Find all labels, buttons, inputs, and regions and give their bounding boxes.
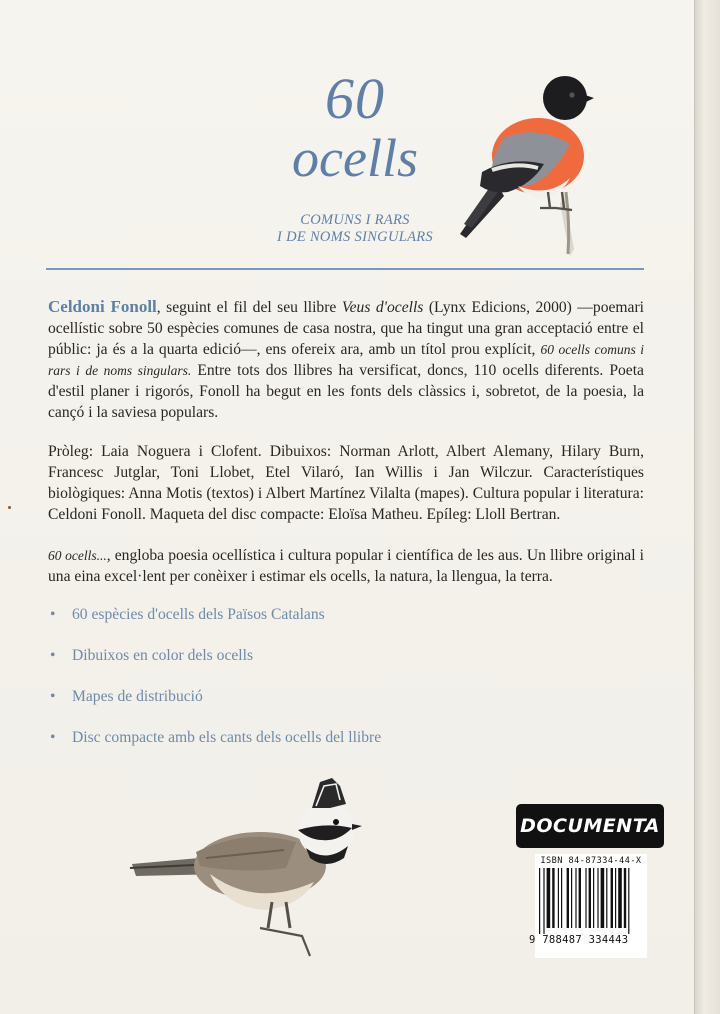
isbn-barcode-block xyxy=(529,854,647,958)
list-item-label: Disc compacte amb els cants dels ocells del llibre xyxy=(72,729,382,746)
description-paragraph xyxy=(48,296,644,423)
crested-tit-illustration xyxy=(126,778,366,968)
author-name: Celdoni Fonoll xyxy=(48,297,157,316)
barcode-bar xyxy=(601,868,605,928)
credits-paragraph: Pròleg: Laia Noguera i Clofent. Dibuixos: Norman Arlott, Albert Alemany, Hilary Burn, Francesc Jutglar, Toni Llobet, Etel Vilaró, Ian Willis i Jan Wilczur. Característiques biològiques: Anna Motis (textos) i Albert Martínez Vilalta (mapes). Cultura popular i literatura: Celdoni Fonoll. Maqueta del disc compacte: Eloïsa Matheu. Epíleg: Lloll Bertran. xyxy=(48,443,644,523)
bullet-icon: • xyxy=(50,606,56,623)
barcode-number: 9 788487 334443 xyxy=(529,934,629,946)
paragraph-text: (Lynx Edicions, 2000) —poemari ocellístic sobre 50 espècies comunes de casa nostra, que ha tingut una gran acceptació entre el públic: ja és a la quarta edició—, ens ofereix ara, amb un títol prou explícit, xyxy=(48,299,644,358)
barcode-bar xyxy=(547,868,551,928)
barcode-bar xyxy=(571,868,572,928)
bullet-icon: • xyxy=(50,688,56,705)
paragraph-text: , engloba poesia ocellística i cultura popular i científica de les aus. Un llibre original i una eina excel·lent per conèixer i estimar els ocells, la natura, la llengua, la terra. xyxy=(48,547,644,585)
barcode-bar xyxy=(628,868,629,934)
subtitle-line-1: COMUNS I RARS xyxy=(300,212,410,228)
bullfinch-illustration xyxy=(452,74,602,264)
list-item xyxy=(48,727,548,768)
title-reference: 60 ocells comuns i rars i de noms singulars. xyxy=(48,342,644,378)
title-word: ocells xyxy=(292,128,418,188)
barcode-bar xyxy=(561,868,562,928)
book-reference: Veus d'ocells xyxy=(341,299,424,316)
list-item-label: 60 espècies d'ocells dels Països Catalans xyxy=(72,606,325,623)
list-item xyxy=(48,686,548,727)
paragraph-text: Entre tots dos llibres ha versificat, doncs, 110 ocells diferents. Poeta d'estil planer i rigorós, Fonoll ha begut en les fonts dels clàssics i, sobretot, de la poesia, la cançó i la saviesa populars. xyxy=(48,362,644,421)
list-item xyxy=(48,645,548,686)
barcode-bar xyxy=(585,868,586,928)
title-number: 60 xyxy=(325,66,385,131)
barcode-bar xyxy=(543,868,544,934)
bullet-icon: • xyxy=(50,647,56,664)
barcode-bar xyxy=(597,868,598,928)
list-item xyxy=(48,604,548,645)
barcode-bar xyxy=(624,868,626,928)
barcode xyxy=(535,868,647,934)
paper-speck xyxy=(8,506,11,509)
barcode-bar xyxy=(611,868,613,928)
barcode-bar xyxy=(558,868,559,928)
list-item-label: Mapes de distribució xyxy=(72,688,203,705)
barcode-bar xyxy=(552,868,554,928)
list-item-label: Dibuixos en color dels ocells xyxy=(72,647,254,664)
barcode-bar xyxy=(618,868,622,928)
title-reference: 60 ocells... xyxy=(48,548,107,563)
barcode-bar xyxy=(567,868,569,928)
barcode-bar xyxy=(539,868,540,934)
publisher-logo: DOCUMENTA xyxy=(516,804,664,848)
book-spine-edge xyxy=(694,0,720,1014)
barcode-bar xyxy=(593,868,594,928)
barcode-bar xyxy=(606,868,607,928)
book-title xyxy=(260,66,450,188)
bullet-icon: • xyxy=(50,729,56,746)
paragraph-text: , seguint el fil del seu llibre xyxy=(156,299,342,316)
book-subtitle xyxy=(240,212,470,246)
barcode-bar xyxy=(615,868,616,928)
isbn-text: ISBN 84-87334-44-X xyxy=(540,856,642,866)
barcode-bar xyxy=(589,868,591,928)
barcode-bar xyxy=(575,868,576,928)
summary-paragraph xyxy=(48,545,644,587)
subtitle-line-2: I DE NOMS SINGULARS xyxy=(277,229,433,245)
feature-list xyxy=(48,604,548,768)
divider-rule xyxy=(46,268,644,270)
barcode-bar xyxy=(579,868,581,928)
